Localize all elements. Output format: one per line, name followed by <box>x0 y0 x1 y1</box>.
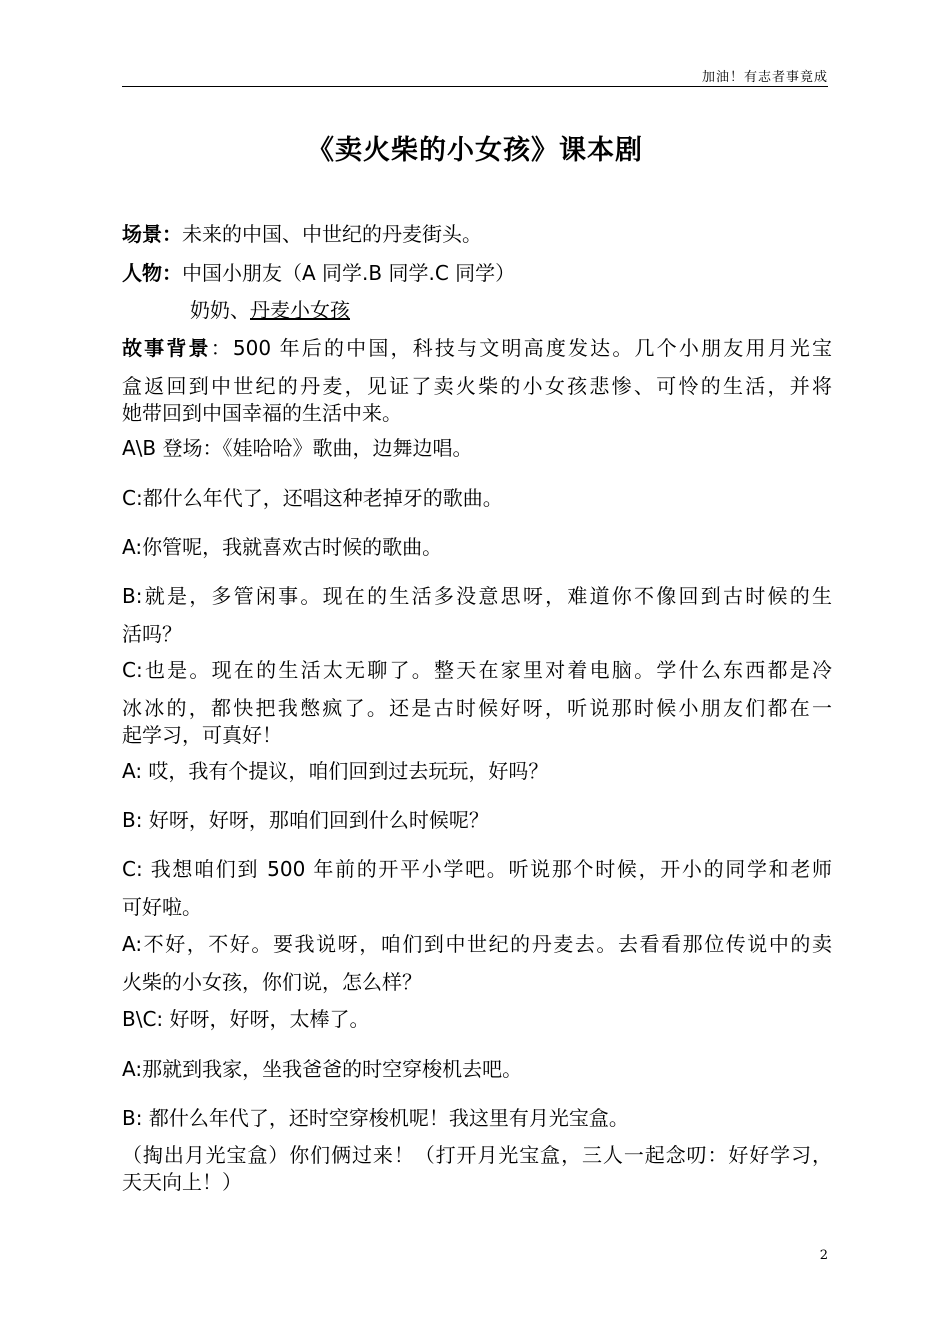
dialogue-line: A: 哎，我有个提议，咱们回到过去玩玩，好吗？ <box>122 759 549 783</box>
background-line-3: 她带回到中国幸福的生活中来。 <box>122 401 402 425</box>
characters-text-2b: 丹麦小女孩 <box>250 298 350 322</box>
dialogue-line: B: 都什么年代了，还时空穿梭机呢！我这里有月光宝盒。 <box>122 1106 629 1130</box>
dialogue-line: B: 好呀，好呀，那咱们回到什么时候呢？ <box>122 808 489 832</box>
dialogue-line: B:就是，多管闲事。现在的生活多没意思呀，难道你不像回到古时候的生 <box>122 584 832 608</box>
dialogue-line: 活吗？ <box>122 622 182 646</box>
background-label: 故事背景 <box>122 336 211 360</box>
page-header: 加油！有志者事竟成 <box>701 70 828 85</box>
dialogue-line: A\B 登场：《娃哈哈》歌曲，边舞边唱。 <box>122 436 473 460</box>
characters-label: 人物： <box>122 261 182 285</box>
characters-text-2a: 奶奶、 <box>190 298 250 322</box>
dialogue-line: 冰冰的，都快把我憋疯了。还是古时候好呀，听说那时候小朋友们都在一 <box>122 696 832 720</box>
dialogue-line: 可好啦。 <box>122 895 202 919</box>
characters-line-2 <box>122 294 900 323</box>
scene-text: 未来的中国、中世纪的丹麦街头。 <box>182 222 482 246</box>
dialogue-line: （掏出月光宝盒）你们俩过来！（打开月光宝盒，三人一起念叨：好好学习， <box>122 1143 832 1167</box>
dialogue-line: 天天向上！） <box>122 1170 242 1194</box>
dialogue-line: A:那就到我家，坐我爸爸的时空穿梭机去吧。 <box>122 1057 523 1081</box>
dialogue-line: A:你管呢，我就喜欢古时候的歌曲。 <box>122 535 443 559</box>
page-title: 《卖火柴的小女孩》课本剧 <box>307 135 643 166</box>
dialogue-line: C: 我想咱们到 500 年前的开平小学吧。听说那个时候，开小的同学和老师 <box>122 857 832 881</box>
background-line-2: 盒返回到中世纪的丹麦，见证了卖火柴的小女孩悲惨、可怜的生活，并将 <box>122 374 832 398</box>
dialogue-line: A:不好，不好。要我说呀，咱们到中世纪的丹麦去。去看看那位传说中的卖 <box>122 932 832 956</box>
dialogue-line: C:都什么年代了，还唱这种老掉牙的歌曲。 <box>122 486 503 510</box>
dialogue-line: B\C: 好呀，好呀，太棒了。 <box>122 1007 370 1031</box>
dialogue-line: C:也是。现在的生活太无聊了。整天在家里对着电脑。学什么东西都是冷 <box>122 658 832 682</box>
background-text-1: ：500 年后的中国，科技与文明高度发达。几个小朋友用月光宝 <box>210 336 833 360</box>
page-number: 2 <box>819 1248 828 1263</box>
header-rule <box>122 86 828 87</box>
characters-line <box>122 257 832 286</box>
scene-label: 场景： <box>122 222 182 246</box>
dialogue-line: 起学习，可真好！ <box>122 723 282 747</box>
characters-text: 中国小朋友（A 同学.B 同学.C 同学） <box>182 261 516 285</box>
scene-line <box>122 218 832 247</box>
dialogue-line: 火柴的小女孩，你们说，怎么样？ <box>122 970 422 994</box>
background-line-1 <box>122 332 832 361</box>
